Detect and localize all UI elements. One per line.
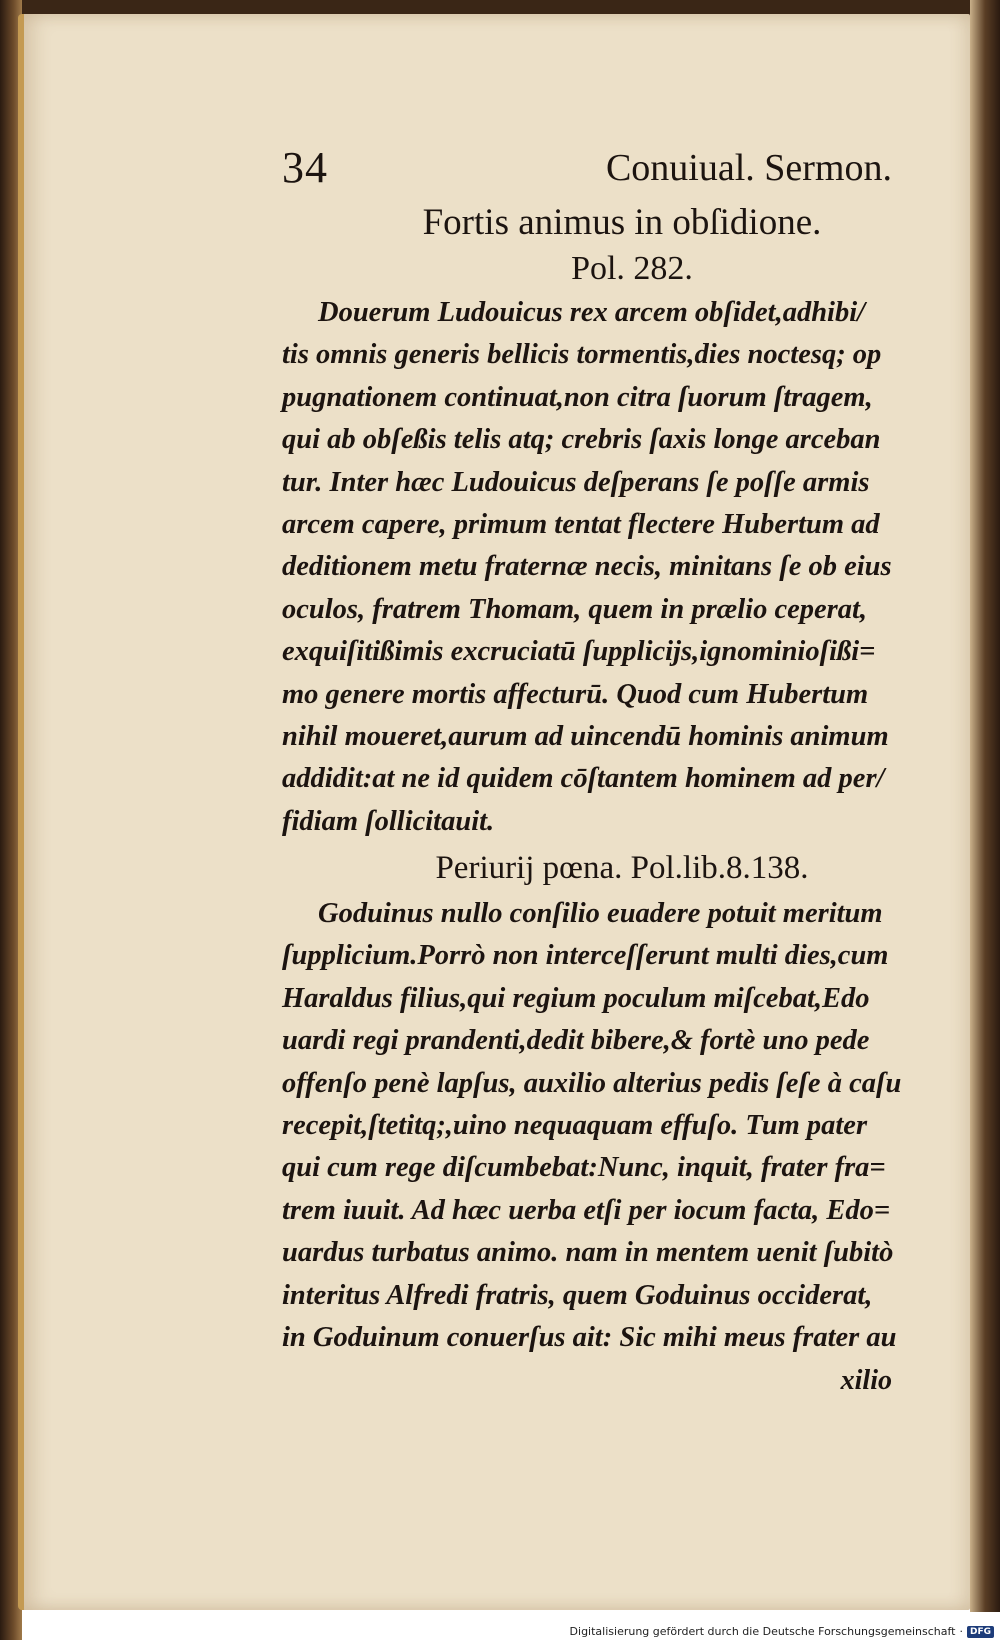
text-line: nihil moueret,aurum ad uincendū hominis animum <box>282 720 889 752</box>
text-line: recepit,ſtetitq;,uino nequaquam effuſo. Tum pater <box>282 1110 868 1142</box>
running-title: Conuiual. Sermon. <box>605 147 892 189</box>
text-line: addidit:at ne id quidem cōſtantem hominem ad per/ <box>282 763 885 795</box>
paragraph-fortis-animus <box>282 292 922 843</box>
book-page <box>18 14 970 1610</box>
text-line: pugnationem continuat,non citra ſuorum ſtragem, <box>282 381 873 413</box>
text-line: qui ab obſeßis telis atq; crebris ſaxis longe arceban <box>282 424 881 456</box>
text-line: exquiſitißimis excruciatū ſupplicijs,ignominioſißi= <box>282 636 876 668</box>
text-line: Goduinus nullo conſilio euadere potuit meritum <box>318 898 883 930</box>
text-line: mo genere mortis affecturū. Quod cum Hubertum <box>282 678 869 710</box>
text-line: trem iuuit. Ad hæc uerba etſi per iocum facta, Edo= <box>282 1194 891 1226</box>
text-line: interitus Alfredi fratris, quem Goduinus occiderat, <box>282 1279 873 1311</box>
text-line: in Goduinum conuerſus ait: Sic mihi meus frater au <box>282 1321 897 1353</box>
digitization-credit-text: Digitalisierung gefördert durch die Deutsche Forschungsgemeinschaft <box>569 1625 956 1638</box>
text-line: uardus turbatus animo. nam in mentem uenit ſubitò <box>282 1237 894 1269</box>
running-head <box>282 142 922 200</box>
paragraph-periurii-poena <box>282 893 922 1359</box>
text-line: ſupplicium.Porrò non interceſſerunt multi dies,cum <box>282 940 889 972</box>
text-line: oculos, fratrem Thomam, quem in prælio ceperat, <box>282 593 868 625</box>
section-heading-fortis-animus: Fortis animus in obſidione. <box>422 202 822 243</box>
catchword: xilio <box>840 1365 892 1397</box>
section-citation-pol-282: Pol. 282. <box>571 250 693 287</box>
text-line: arcem capere, primum tentat flectere Hubertum ad <box>282 508 880 540</box>
page-text-block <box>282 142 922 1403</box>
text-line: uardi regi prandenti,dedit bibere,& fortè uno pede <box>282 1025 870 1057</box>
text-line: tur. Inter hæc Ludouicus deſperans ſe poſſe armis <box>282 466 870 498</box>
text-line: tis omnis generis bellicis tormentis,dies noctesq; op <box>282 339 882 371</box>
section-heading-periurii-poena: Periurij pœna. Pol.lib.8.138. <box>435 850 809 887</box>
text-line: Haraldus filius,qui regium poculum miſcebat,Edo <box>282 982 870 1014</box>
digitization-credit: Digitalisierung gefördert durch die Deutsche Forschungsgemeinschaft · DFG <box>570 1625 994 1638</box>
page-fore-edge <box>970 0 1000 1612</box>
text-line: qui cum rege diſcumbebat:Nunc, inquit, frater fra= <box>282 1152 886 1184</box>
text-line: fidiam ſollicitauit. <box>282 805 495 837</box>
text-line: Douerum Ludouicus rex arcem obſidet,adhibi/ <box>318 297 866 328</box>
dfg-logo: DFG <box>967 1626 994 1638</box>
text-line: offenſo penè lapſus, auxilio alterius pedis ſeſe à caſu <box>282 1067 902 1099</box>
page-number: 34 <box>282 143 328 192</box>
text-line: deditionem metu fraternæ necis, minitans ſe ob eius <box>282 551 892 583</box>
